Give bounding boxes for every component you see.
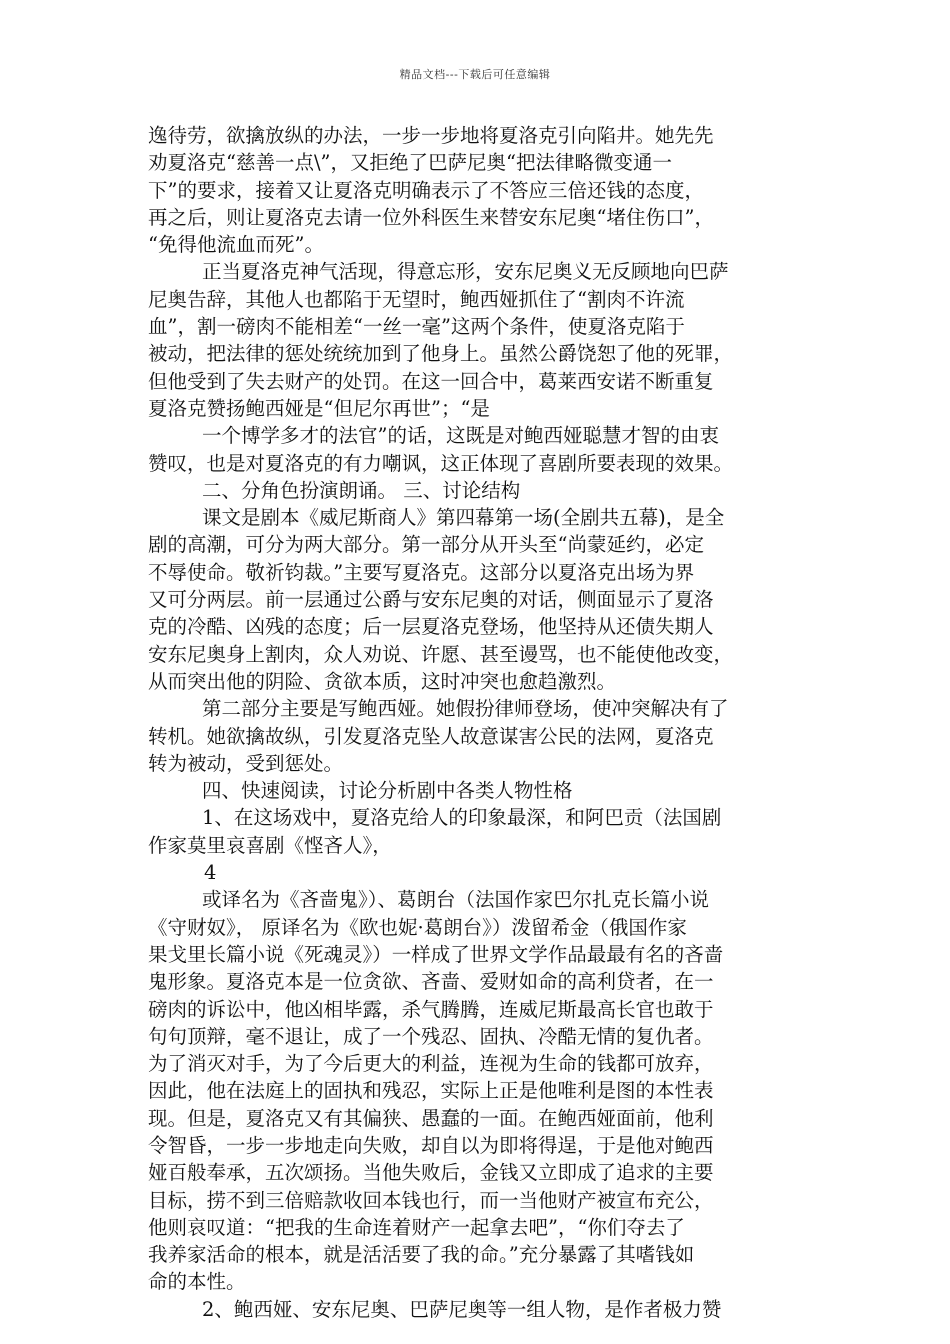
text-line: 转机。她欲擒故纵，引发夏洛克坠人故意谋害公民的法网，夏洛克 (148, 724, 714, 748)
page-number: 4 (204, 861, 217, 885)
text-line: 夏洛克赞扬鲍西娅是“但尼尔再世”；“是 (148, 396, 490, 420)
text-line: 赞叹，也是对夏洛克的有力嘲讽，这正体现了喜剧所要表现的效果。 (148, 451, 734, 475)
text-line: 我养家活命的根本，就是活活要了我的命。”充分暴露了其嗜钱如 (148, 1243, 695, 1267)
text-line: 下”的要求，接着又让夏洛克明确表示了不答应三倍还钱的态度， (148, 178, 704, 202)
text-line: 正当夏洛克神气活现，得意忘形，安东尼奥义无反顾地向巴萨 (202, 260, 729, 284)
text-line: 劝夏洛克“慈善一点\”，又拒绝了巴萨尼奥“把法律略微变通一 (148, 151, 672, 175)
text-line: 四、快速阅读，讨论分析剧中各类人物性格 (202, 779, 573, 803)
text-line: 被动，把法律的惩处统统加到了他身上。虽然公爵饶恕了他的死罪， (148, 342, 734, 366)
text-line: 为了消灭对手，为了今后更大的利益，连视为生命的钱都可放弃， (148, 1052, 714, 1076)
text-line: 不辱使命。敬祈钧裁。”主要写夏洛克。这部分以夏洛克出场为界 (148, 560, 695, 584)
text-line: 血”，割一磅肉不能相差“一丝一毫”这两个条件，使夏洛克陷于 (148, 315, 685, 339)
text-line: 目标，捞不到三倍赔款收回本钱也行，而一当他财产被宣布充公， (148, 1188, 714, 1212)
text-line: 但他受到了失去财产的处罚。在这一回合中，葛莱西安诺不断重复 (148, 369, 714, 393)
text-line: 命的本性。 (148, 1270, 246, 1294)
text-line: 又可分两层。前一层通过公爵与安东尼奥的对话，侧面显示了夏洛 (148, 588, 714, 612)
text-line: 句句顶辩，毫不退让，成了一个残忍、固执、冷酷无情的复仇者。 (148, 1024, 714, 1048)
text-line: 磅肉的诉讼中，他凶相毕露，杀气腾腾，连威尼斯最高长官也敢于 (148, 997, 714, 1021)
text-line: 因此，他在法庭上的固执和残忍，实际上正是他唯利是图的本性表 (148, 1079, 714, 1103)
text-line: 2、鲍西娅、安东尼奥、巴萨尼奥等一组人物，是作者极力赞 (202, 1297, 722, 1321)
text-line: 一个博学多才的法官”的话，这既是对鲍西娅聪慧才智的由衷 (202, 424, 719, 448)
text-line: 他则哀叹道：“把我的生命连着财产一起拿去吧”，“你们夺去了 (148, 1215, 685, 1239)
text-line: 作家莫里哀喜剧《悭吝人》， (148, 833, 392, 857)
text-line: 剧的高潮，可分为两大部分。第一部分从开头至“尚蒙延约，必定 (148, 533, 704, 557)
text-line: 逸待劳，欲擒放纵的办法，一步一步地将夏洛克引向陷井。她先先 (148, 124, 714, 147)
text-line: 第二部分主要是写鲍西娅。她假扮律师登场，使冲突解决有了 (202, 697, 729, 721)
text-line: 令智昏，一步一步地走向失败，却自以为即将得逞，于是他对鲍西 (148, 1133, 714, 1157)
text-line: 课文是剧本《威尼斯商人》第四幕第一场(全剧共五幕)，是全 (202, 506, 725, 530)
text-line: 尼奥告辞，其他人也都陷于无望时，鲍西娅抓住了“割肉不许流 (148, 287, 685, 311)
text-line: “免得他流血而死”。 (148, 233, 324, 257)
text-line: 娅百般奉承，五次颂扬。当他失败后，金钱又立即成了追求的主要 (148, 1161, 714, 1185)
text-line: 转为被动，受到惩处。 (148, 751, 344, 775)
text-line: 克的冷酷、凶残的态度；后一层夏洛克登场，他坚持从还债失期人 (148, 615, 714, 639)
text-line: 现。但是，夏洛克又有其偏狭、愚蠢的一面。在鲍西娅面前，他利 (148, 1106, 714, 1130)
text-line: 安东尼奥身上割肉，众人劝说、许愿、甚至谩骂，也不能使他改变， (148, 642, 734, 666)
document-body (148, 122, 808, 1323)
text-line: 二、分角色扮演朗诵。 三、讨论结构 (202, 478, 521, 502)
text-line: 果戈里长篇小说《死魂灵》）一样成了世界文学作品最最有名的吝啬 (148, 942, 724, 966)
text-line: 从而突出他的阴险、贪欲本质，这时冲突也愈趋激烈。 (148, 669, 617, 693)
text-line: 或译名为《吝啬鬼》）、葛朗台（法国作家巴尔扎克长篇小说 (202, 888, 710, 912)
text-line: 鬼形象。夏洛克本是一位贪欲、吝啬、爱财如命的高利贷者，在一 (148, 970, 714, 994)
text-line: 1、在这场戏中，夏洛克给人的印象最深，和阿巴贡（法国剧 (202, 806, 722, 830)
text-line: 《守财奴》， 原译名为《欧也妮·葛朗台》）泼留希金（俄国作家 (148, 915, 687, 939)
text-line: 再之后，则让夏洛克去请一位外科医生来替安东尼奥“堵住伤口”， (148, 205, 714, 229)
page-header: 精品文档---下载后可任意编辑 (399, 68, 551, 81)
